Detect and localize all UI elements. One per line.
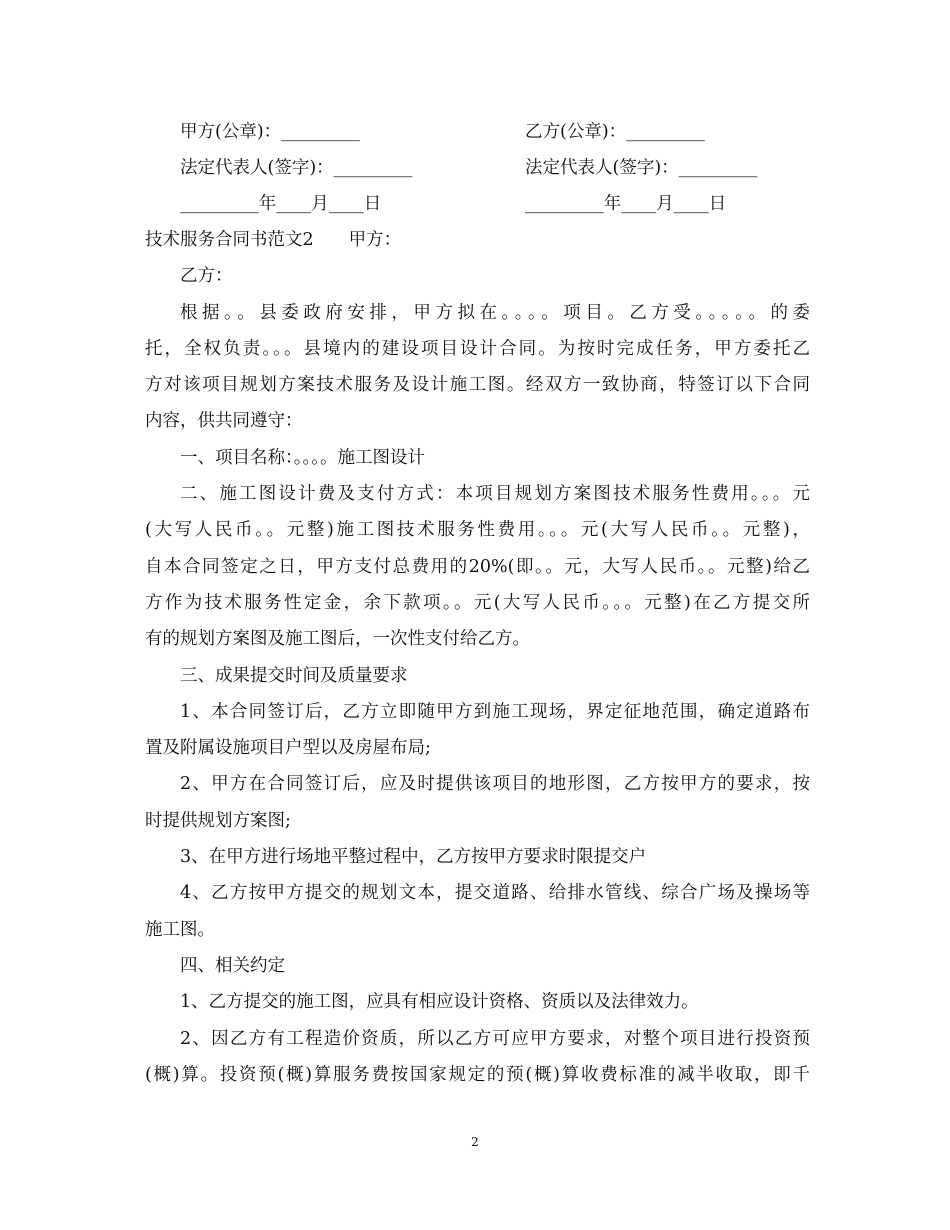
clause-4-1: 1、乙方提交的施工图，应具有相应设计资格、资质以及法律效力。: [180, 992, 699, 1013]
fee-line: 方作为技术服务性定金，余下款项。。元(大写人民币。。。元整)在乙方提交所: [145, 592, 810, 613]
clause-3-1-line: 置及附属设施项目户型以及房屋布局;: [145, 738, 431, 759]
clause-3-2-line: 时提供规划方案图;: [145, 810, 291, 831]
party-a-seal: 甲方(公章)：_________: [180, 122, 360, 142]
clause-3-3: 3、在甲方进行场地平整过程中，乙方按甲方要求时限提交户: [180, 847, 647, 868]
section-project-name: 一、项目名称：。。。。施工图设计: [180, 447, 425, 468]
fee-line: 二、施工图设计费及支付方式：本项目规划方案图技术服务性费用。。。元: [180, 484, 810, 505]
contract-title-line: 技术服务合同书范文2 甲方：: [145, 230, 402, 250]
clause-4-2-line: 2、因乙方有工程造价资质，所以乙方可应甲方要求，对整个项目进行投资预: [180, 1028, 810, 1049]
party-b-label: 乙方：: [180, 266, 233, 287]
fee-line: 有的规划方案图及施工图后，一次性支付给乙方。: [145, 629, 530, 650]
section-deliverables: 三、成果提交时间及质量要求: [180, 665, 408, 686]
party-a-representative: 法定代表人(签字)：_________: [180, 158, 413, 178]
intro-line: 根据。。县委政府安排，甲方拟在。。。。项目。乙方受。。。。。的委: [180, 302, 810, 323]
clause-3-4-line: 4、乙方按甲方提交的规划文本，提交道路、给排水管线、综合广场及操场等: [180, 883, 810, 904]
clause-3-4-line: 施工图。: [145, 919, 215, 940]
intro-line: 内容，供共同遵守：: [145, 411, 303, 432]
fee-line: (大写人民币。。元整)施工图技术服务性费用。。。元(大写人民币。。元整)，: [145, 520, 810, 541]
intro-line: 方对该项目规划方案技术服务及设计施工图。经双方一致协商，特签订以下合同: [145, 375, 810, 396]
clause-3-2-line: 2、甲方在合同签订后，应及时提供该项目的地形图，乙方按甲方的要求，按: [180, 774, 810, 795]
page-number: 2: [471, 1135, 479, 1149]
section-agreements: 四、相关约定: [180, 955, 285, 976]
contract-body: [145, 222, 810, 1093]
clause-3-1-line: 1、本合同签订后，乙方立即随甲方到施工现场，界定征地范围，确定道路布: [180, 701, 810, 722]
intro-line: 托，全权负责。。。县境内的建设项目设计合同。为按时完成任务，甲方委托乙: [145, 338, 810, 359]
clause-4-2-line: (概)算。投资预(概)算服务费按国家规定的预(概)算收费标准的减半收取，即千: [145, 1064, 810, 1085]
party-b-date: _________年____月____日: [525, 194, 727, 214]
fee-line: 自本合同签定之日，甲方支付总费用的20%(即。。元，大写人民币。。元整)给乙: [145, 556, 810, 577]
party-a-date: _________年____月____日: [180, 194, 382, 214]
party-b-seal: 乙方(公章)：_________: [525, 122, 705, 142]
party-b-representative: 法定代表人(签字)：_________: [525, 158, 758, 178]
